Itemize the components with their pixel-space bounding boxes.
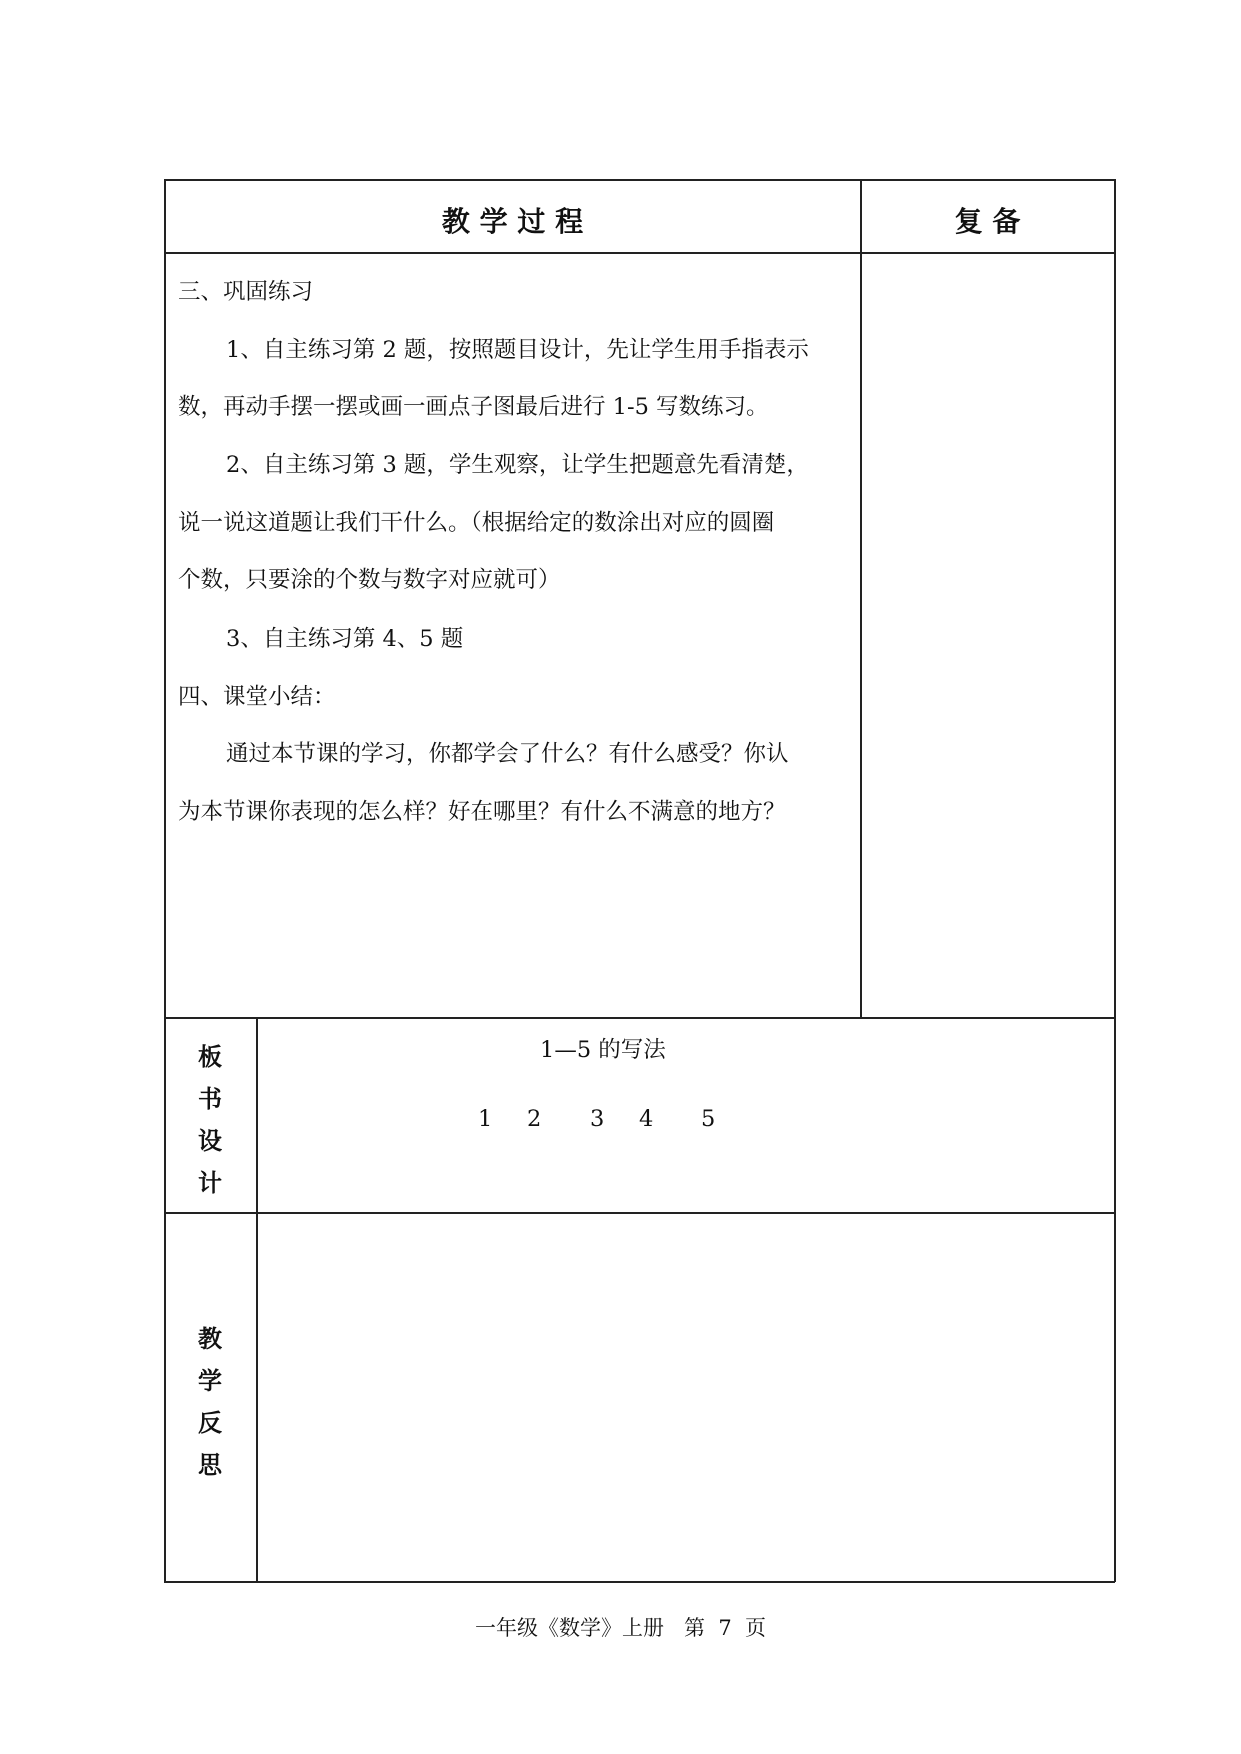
board-number: 1 [478,1106,493,1132]
table-left-border [164,179,166,1582]
summary-line-2: 为本节课你表现的怎么样？好在哪里？有什么不满意的地方？ [178,799,786,825]
label-column-divider [256,1017,258,1582]
board-design-label-char: 板 [198,1043,222,1071]
review-column-divider [860,179,862,1018]
board-design-label-char: 计 [198,1169,222,1197]
header-bottom-border [164,252,1115,254]
reflection-label-char: 学 [198,1367,222,1395]
board-number: 4 [639,1106,654,1132]
board-number: 5 [701,1106,716,1132]
item-1-line-2: 数，再动手摆一摆或画一画点子图最后进行 1-5 写数练习。 [178,394,769,420]
table-right-border [1114,179,1116,1582]
board-title: 1—5 的写法 [540,1037,666,1063]
page-footer: 一年级《数学》上册 第 7 页 [474,1616,767,1640]
reflection-label-char: 思 [198,1451,222,1479]
item-2-line-3: 个数，只要涂的个数与数字对应就可） [178,567,561,593]
item-2-line-1: 2、自主练习第 3 题，学生观察，让学生把题意先看清楚， [226,452,809,478]
section-3-title: 三、巩固练习 [178,279,314,305]
review-header: 复 备 [954,205,1021,238]
item-2-line-2: 说一说这道题让我们干什么。（根据给定的数涂出对应的圆圈 [178,510,775,536]
summary-line-1: 通过本节课的学习，你都学会了什么？有什么感受？你认 [226,741,789,767]
teaching-reflection-label [195,1327,225,1495]
board-number: 3 [590,1106,605,1132]
teaching-process-header: 教 学 过 程 [441,205,584,238]
table-top-border [164,179,1115,181]
process-row-bottom-border [164,1017,1115,1019]
reflection-label-char: 反 [198,1409,222,1437]
board-design-label [195,1045,225,1213]
board-row-bottom-border [164,1212,1115,1214]
item-1-line-1: 1、自主练习第 2 题，按照题目设计，先让学生用手指表示 [226,337,809,363]
reflection-label-char: 教 [198,1325,222,1353]
board-number: 2 [527,1106,542,1132]
board-design-label-char: 书 [198,1085,222,1113]
table-bottom-border [164,1581,1115,1583]
board-design-label-char: 设 [198,1127,222,1155]
item-3: 3、自主练习第 4、5 题 [226,626,464,652]
section-4-title: 四、课堂小结： [178,684,336,710]
